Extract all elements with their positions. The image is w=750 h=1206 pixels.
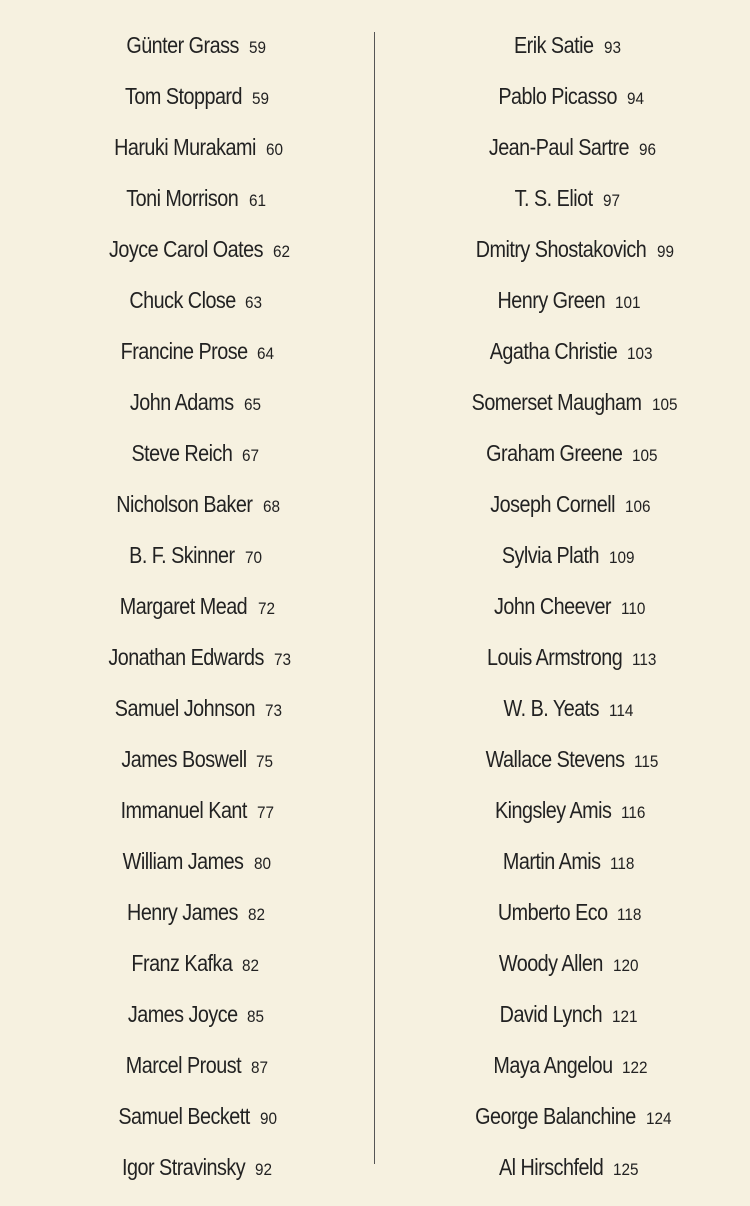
entry-name: Al Hirschfeld [499, 1154, 604, 1180]
entry-name: George Balanchine [475, 1103, 637, 1129]
entry-page-number: 93 [603, 37, 621, 57]
entry-name: Chuck Close [128, 287, 236, 313]
contents-entry [382, 173, 742, 224]
entry-name: David Lynch [499, 1001, 603, 1027]
entry-page-number: 94 [626, 88, 644, 108]
entry-page-number: 63 [245, 292, 263, 312]
entry-page-number: 85 [247, 1006, 265, 1026]
entry-name: William James [122, 848, 244, 874]
contents-entry [382, 224, 742, 275]
entry-page-number: 62 [273, 241, 291, 261]
contents-entry [8, 479, 368, 530]
entry-page-number: 118 [610, 853, 635, 873]
contents-entry [382, 1091, 742, 1142]
entry-page-number: 105 [651, 394, 678, 414]
contents-entry [382, 326, 742, 377]
contents-entry [8, 20, 368, 71]
entry-name: John Cheever [494, 593, 612, 619]
entry-name: Marcel Proust [125, 1052, 241, 1078]
entry-name: Wallace Stevens [485, 746, 625, 772]
entry-name: Tom Stoppard [124, 83, 242, 109]
contents-entry [8, 1091, 368, 1142]
entry-page-number: 92 [255, 1159, 273, 1179]
left-column [8, 20, 368, 1193]
entry-page-number: 101 [615, 292, 641, 312]
entry-page-number: 116 [621, 802, 646, 822]
contents-entry [382, 428, 742, 479]
contents-entry [382, 938, 742, 989]
contents-entry [382, 683, 742, 734]
contents-entry [8, 275, 368, 326]
contents-entry [8, 632, 368, 683]
contents-entry [382, 1040, 742, 1091]
contents-entry [382, 734, 742, 785]
entry-name: Umberto Eco [497, 899, 608, 925]
entry-page-number: 77 [256, 802, 275, 822]
entry-name: B. F. Skinner [129, 542, 235, 568]
entry-name: Franz Kafka [131, 950, 233, 976]
entry-name: Nicholson Baker [116, 491, 253, 517]
entry-name: Igor Stravinsky [122, 1154, 246, 1180]
entry-name: Joyce Carol Oates [109, 236, 264, 262]
entry-name: Francine Prose [120, 338, 248, 364]
entry-page-number: 99 [656, 241, 674, 261]
entry-page-number: 82 [247, 904, 266, 924]
entry-page-number: 96 [639, 139, 657, 159]
entry-name: Woody Allen [499, 950, 604, 976]
entry-page-number: 113 [632, 649, 657, 669]
contents-entry [8, 989, 368, 1040]
entry-page-number: 82 [242, 955, 260, 975]
entry-name: Erik Satie [514, 32, 594, 58]
entry-page-number: 115 [634, 751, 659, 771]
contents-entry [382, 581, 742, 632]
entry-page-number: 72 [257, 598, 275, 618]
entry-name: Toni Morrison [126, 185, 239, 211]
entry-page-number: 80 [253, 853, 271, 873]
contents-entry [8, 530, 368, 581]
contents-entry [8, 1040, 368, 1091]
entry-page-number: 118 [617, 904, 642, 924]
contents-entry [382, 122, 742, 173]
entry-name: Pablo Picasso [497, 83, 617, 109]
contents-entry [8, 683, 368, 734]
entry-page-number: 125 [613, 1159, 639, 1179]
contents-entry [8, 326, 368, 377]
contents-entry [8, 224, 368, 275]
contents-entry [382, 989, 742, 1040]
entry-name: Samuel Beckett [118, 1103, 250, 1129]
entry-page-number: 73 [274, 649, 292, 669]
contents-entry [8, 785, 368, 836]
entry-page-number: 120 [613, 955, 639, 975]
contents-entry [382, 479, 742, 530]
entry-name: Jonathan Edwards [108, 644, 264, 670]
contents-entry [382, 377, 742, 428]
contents-entry [382, 275, 742, 326]
entry-page-number: 110 [621, 598, 646, 618]
entry-page-number: 103 [626, 343, 653, 363]
entry-page-number: 67 [242, 445, 260, 465]
entry-name: Günter Grass [126, 32, 239, 58]
entry-name: Steve Reich [131, 440, 233, 466]
column-divider [374, 32, 375, 1164]
contents-entry [8, 887, 368, 938]
contents-entry [8, 377, 368, 428]
contents-entry [382, 887, 742, 938]
entry-name: Immanuel Kant [120, 797, 247, 823]
entry-name: Agatha Christie [489, 338, 617, 364]
entry-page-number: 60 [265, 139, 283, 159]
contents-entry [8, 734, 368, 785]
entry-name: Joseph Cornell [490, 491, 616, 517]
entry-page-number: 65 [243, 394, 261, 414]
entry-page-number: 61 [248, 190, 266, 210]
entry-page-number: 121 [612, 1006, 638, 1026]
entry-name: Louis Armstrong [486, 644, 623, 670]
contents-entry [8, 938, 368, 989]
contents-entry [382, 71, 742, 122]
entry-page-number: 106 [625, 496, 651, 516]
entry-name: Martin Amis [502, 848, 601, 874]
entry-page-number: 59 [251, 88, 269, 108]
entry-name: Henry James [127, 899, 238, 925]
entry-name: Kingsley Amis [494, 797, 612, 823]
entry-page-number: 64 [257, 343, 275, 363]
contents-entry [382, 836, 742, 887]
entry-name: W. B. Yeats [503, 695, 599, 721]
contents-entry [8, 71, 368, 122]
entry-name: Margaret Mead [120, 593, 248, 619]
entry-page-number: 68 [262, 496, 280, 516]
entry-page-number: 114 [608, 700, 634, 720]
entry-page-number: 75 [256, 751, 274, 771]
contents-entry [8, 122, 368, 173]
entry-name: Samuel Johnson [114, 695, 255, 721]
contents-entry [382, 785, 742, 836]
right-column [382, 20, 742, 1193]
entry-page-number: 97 [602, 190, 620, 210]
entry-page-number: 109 [609, 547, 635, 567]
entry-name: Dmitry Shostakovich [476, 236, 647, 262]
entry-page-number: 122 [622, 1057, 648, 1077]
contents-entry [8, 173, 368, 224]
entry-page-number: 105 [632, 445, 658, 465]
entry-name: T. S. Eliot [514, 185, 593, 211]
contents-entry [8, 428, 368, 479]
contents-entry [382, 632, 742, 683]
entry-name: Haruki Murakami [114, 134, 256, 160]
entry-page-number: 90 [259, 1108, 277, 1128]
entry-name: Jean-Paul Sartre [488, 134, 630, 160]
entry-page-number: 70 [244, 547, 262, 567]
contents-entry [8, 1142, 368, 1193]
contents-entry [382, 530, 742, 581]
entry-page-number: 87 [250, 1057, 268, 1077]
entry-name: John Adams [130, 389, 234, 415]
entry-name: Sylvia Plath [502, 542, 600, 568]
entry-name: James Boswell [121, 746, 247, 772]
entry-page-number: 73 [265, 700, 283, 720]
entry-page-number: 59 [248, 37, 266, 57]
contents-entry [8, 581, 368, 632]
entry-name: James Joyce [127, 1001, 238, 1027]
entry-name: Somerset Maugham [471, 389, 642, 415]
entry-page-number: 124 [646, 1108, 672, 1128]
contents-entry [382, 1142, 742, 1193]
contents-entry [8, 836, 368, 887]
contents-entry [382, 20, 742, 71]
entry-name: Graham Greene [485, 440, 622, 466]
entry-name: Maya Angelou [492, 1052, 613, 1078]
entry-name: Henry Green [497, 287, 606, 313]
